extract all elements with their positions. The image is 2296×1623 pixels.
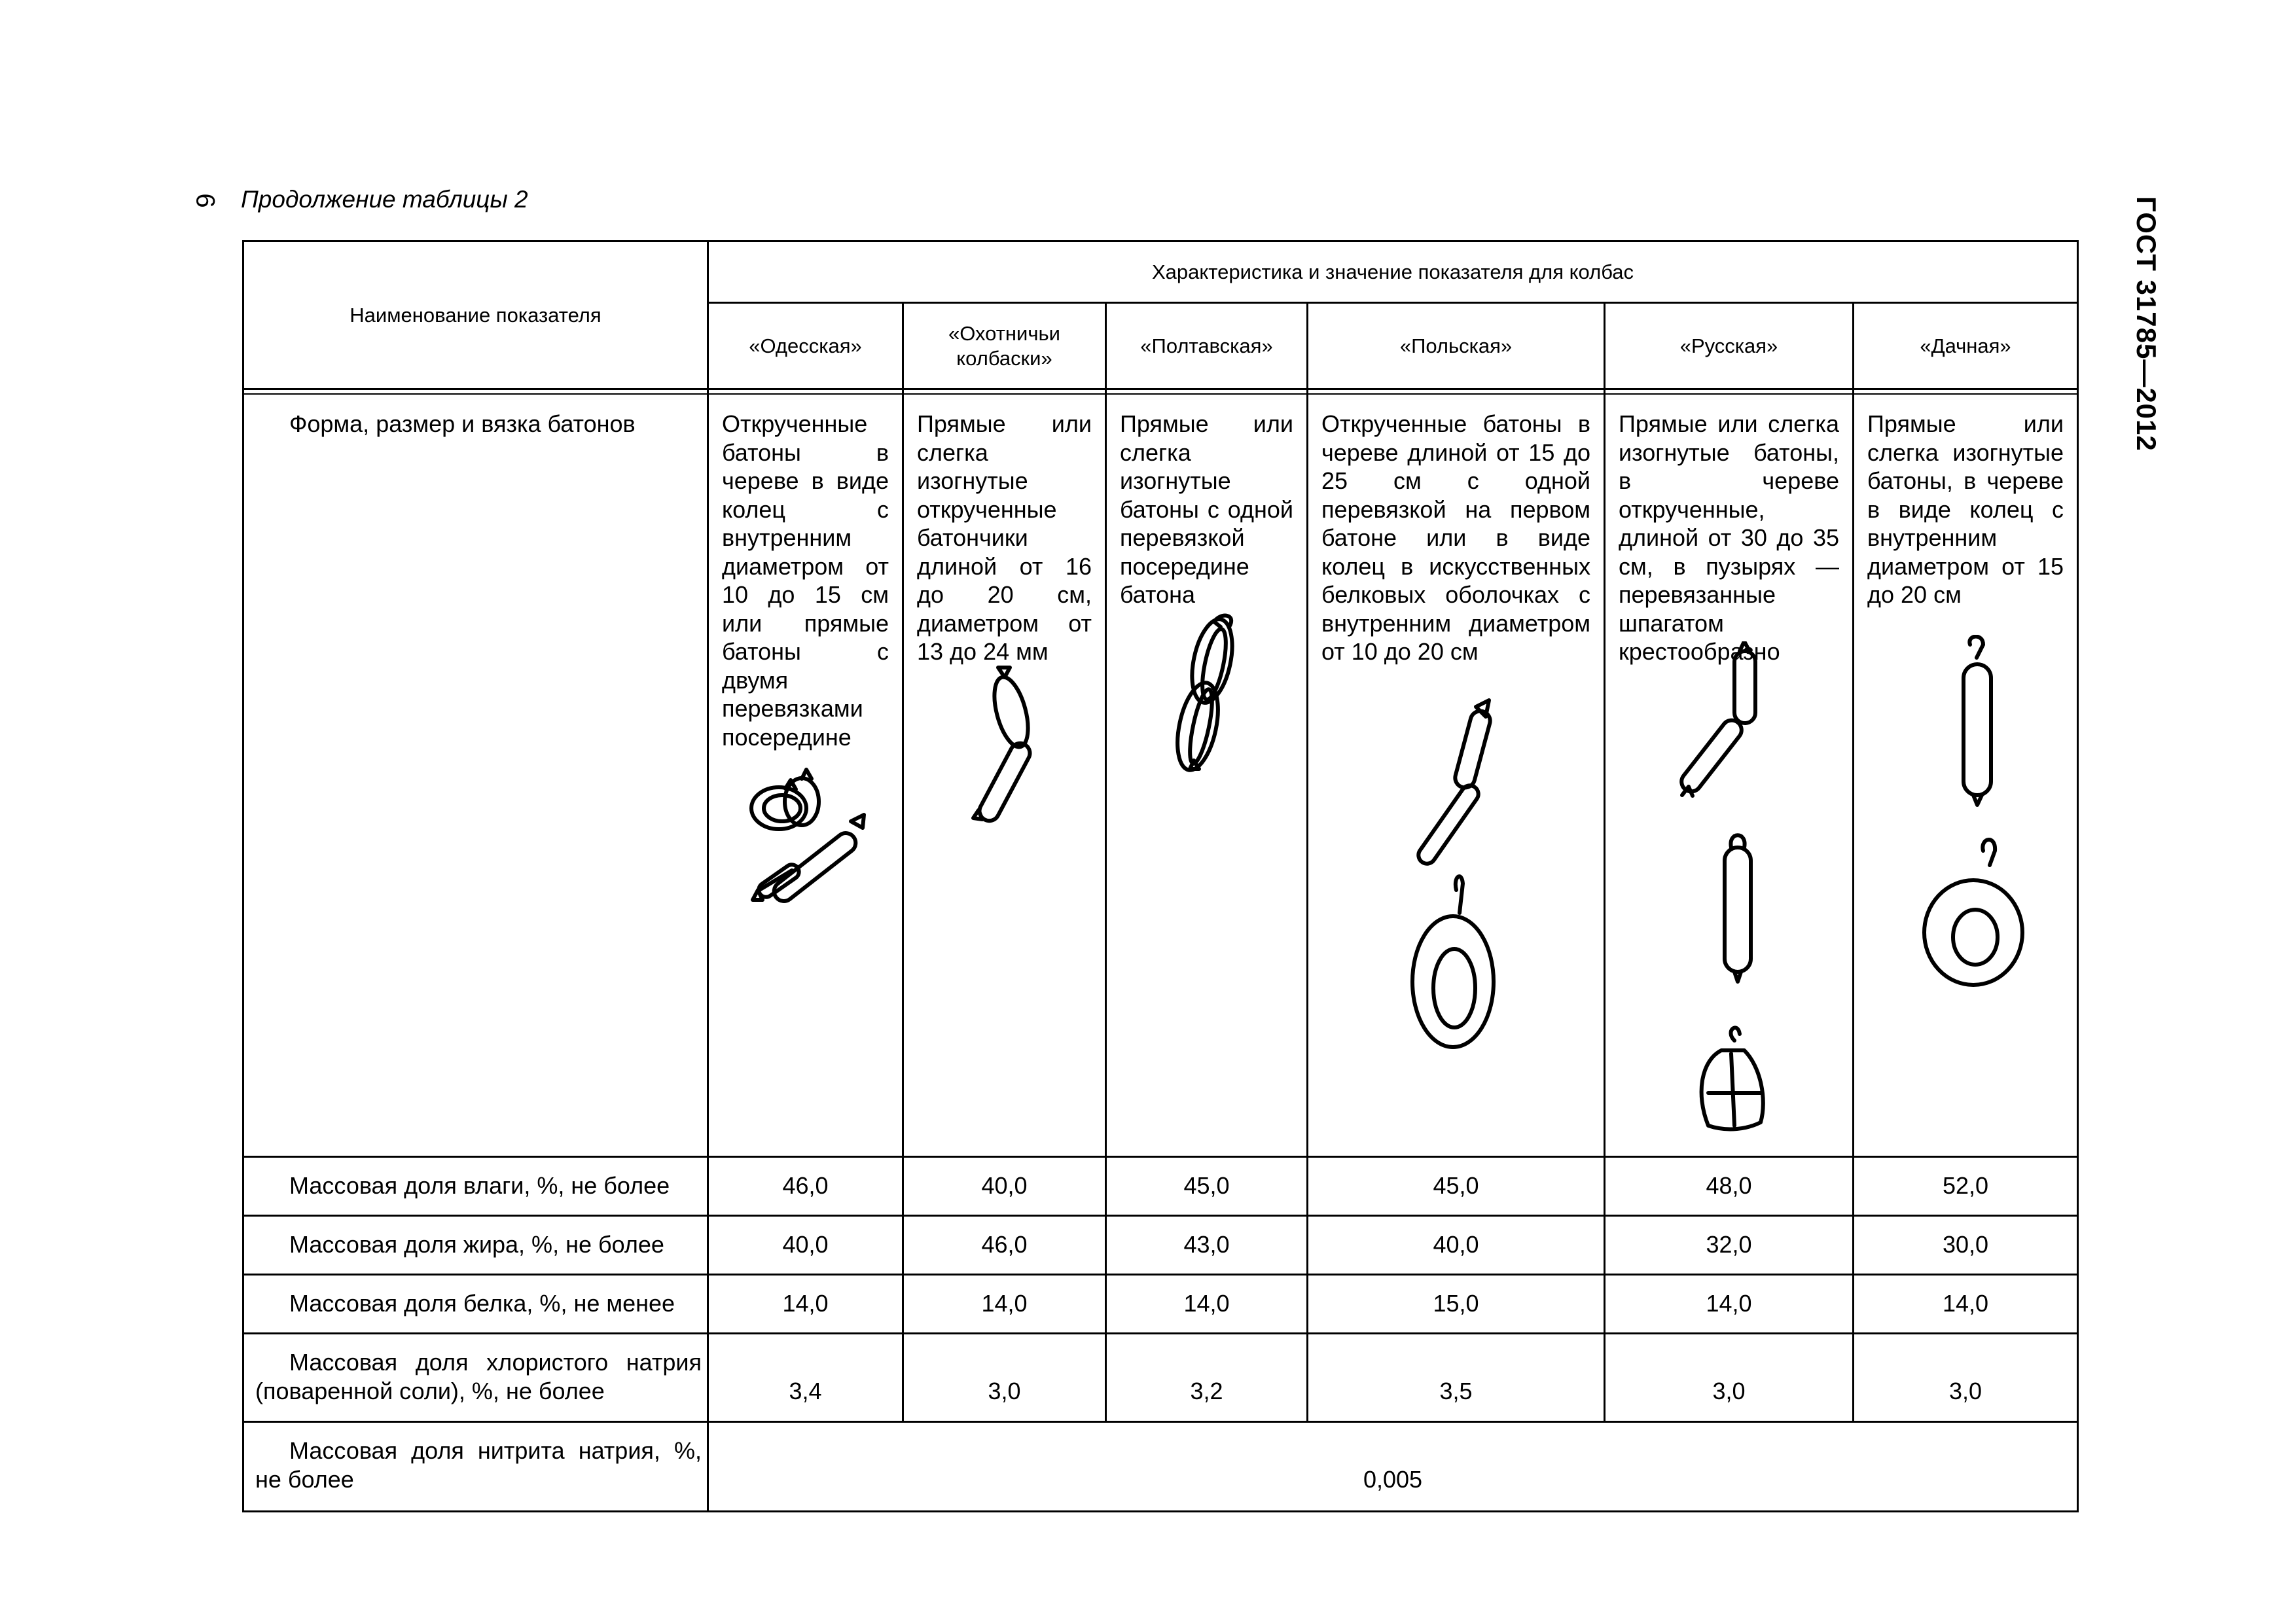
value-protein-okhotnichi: 14,0 — [981, 1290, 1028, 1317]
value-salt-dachnaya: 3,0 — [1948, 1378, 1982, 1404]
shape-description-okhotnichi: Прямые или слегка изогнутые открученные батончики длиной от 16 до 20 см, диаметром от 13 до 24 мм — [917, 410, 1092, 665]
column-header-okhotnichi: «Охотничьи колбаски» — [948, 321, 1060, 370]
rule-row-5 — [242, 1421, 2079, 1423]
rule-row-3 — [242, 1274, 2079, 1275]
value-salt-okhotnichi: 3,0 — [988, 1378, 1021, 1404]
value-moisture-poltavskaya: 45,0 — [1183, 1172, 1230, 1199]
rule-header-bottom-1 — [242, 388, 2079, 390]
value-moisture-polskaya: 45,0 — [1433, 1172, 1479, 1199]
illustration-dachnaya — [1911, 635, 2042, 1001]
value-protein-odesskaya: 14,0 — [782, 1290, 829, 1317]
illustration-odesskaya — [740, 753, 884, 916]
value-fat-polskaya: 40,0 — [1433, 1231, 1479, 1258]
column-header-odesskaya: «Одесская» — [749, 334, 862, 357]
rule-row-4 — [242, 1332, 2079, 1334]
illustration-polskaya — [1391, 694, 1535, 1060]
column-header-polskaya: «Польская» — [1399, 334, 1513, 357]
header-indicator-name: Наименование показателя — [350, 303, 601, 327]
header-group-title: Характеристика и значение показателя для колбас — [1152, 260, 1634, 283]
value-salt-poltavskaya: 3,2 — [1190, 1378, 1223, 1404]
column-header-poltavskaya: «Полтавская» — [1140, 334, 1273, 357]
value-moisture-okhotnichi: 40,0 — [981, 1172, 1028, 1199]
row-label-moisture: Массовая доля влаги, %, не более — [289, 1172, 670, 1199]
column-header-russkaya: «Русская» — [1679, 334, 1778, 357]
value-protein-polskaya: 15,0 — [1433, 1290, 1479, 1317]
row-label-salt: Массовая доля хлористого натрия (поваренной соли), %, не более — [255, 1349, 702, 1404]
value-fat-poltavskaya: 43,0 — [1183, 1231, 1230, 1258]
row-label-protein: Массовая доля белка, %, не менее — [289, 1290, 675, 1317]
shape-description-polskaya: Открученные батоны в череве длиной от 15 до 25 см с одной перевязкой на первом батоне или в виде колец в искусственных белковых оболочках с внутренним диаметром от 10 до 20 см — [1321, 410, 1590, 665]
value-protein-poltavskaya: 14,0 — [1183, 1290, 1230, 1317]
column-header-dachnaya: «Дачная» — [1920, 334, 2011, 357]
illustration-russkaya — [1662, 641, 1793, 1139]
illustration-poltavskaya — [1152, 609, 1257, 779]
value-moisture-russkaya: 48,0 — [1706, 1172, 1752, 1199]
value-fat-russkaya: 32,0 — [1706, 1231, 1752, 1258]
rule-row-1 — [242, 1156, 2079, 1158]
shape-row-label: Форма, размер и вязка батонов — [289, 410, 636, 437]
table-continuation-caption: Продолжение таблицы 2 — [241, 186, 528, 213]
rule-row-2 — [242, 1215, 2079, 1217]
value-fat-dachnaya: 30,0 — [1942, 1231, 1989, 1258]
value-protein-russkaya: 14,0 — [1706, 1290, 1752, 1317]
value-salt-polskaya: 3,5 — [1439, 1378, 1473, 1404]
value-fat-odesskaya: 40,0 — [782, 1231, 829, 1258]
value-moisture-odesskaya: 46,0 — [782, 1172, 829, 1199]
shape-description-poltavskaya: Прямые или слегка изогнутые батоны с одной перевязкой посередине батона — [1120, 410, 1293, 608]
value-nitrite-all: 0,005 — [1363, 1466, 1423, 1493]
shape-description-russkaya: Прямые или слегка изогнутые батоны, в череве открученные, длиной от 30 до 35 см, в пузырях — перевязанные шпагатом крестообразно — [1619, 410, 1839, 665]
page-number: 6 — [190, 193, 220, 208]
row-label-fat: Массовая доля жира, %, не более — [289, 1231, 664, 1258]
row-label-nitrite: Массовая доля нитрита натрия, %, не более — [255, 1437, 702, 1493]
value-protein-dachnaya: 14,0 — [1942, 1290, 1989, 1317]
shape-description-dachnaya: Прямые или слегка изогнутые батоны, в череве в виде колец с внутренним диаметром от 15 до 20 см — [1867, 410, 2064, 608]
standard-designation: ГОСТ 31785—2012 — [2131, 196, 2162, 452]
rule-header-bottom-2 — [242, 393, 2079, 395]
value-fat-okhotnichi: 46,0 — [981, 1231, 1028, 1258]
value-salt-russkaya: 3,0 — [1712, 1378, 1746, 1404]
value-salt-odesskaya: 3,4 — [789, 1378, 822, 1404]
value-moisture-dachnaya: 52,0 — [1942, 1172, 1989, 1199]
shape-description-odesskaya: Открученные батоны в череве в виде колец с внутренним диаметром от 10 до 15 см или прямые батоны с двумя перевязками посередине — [722, 410, 889, 751]
illustration-okhotnichi — [959, 661, 1050, 831]
